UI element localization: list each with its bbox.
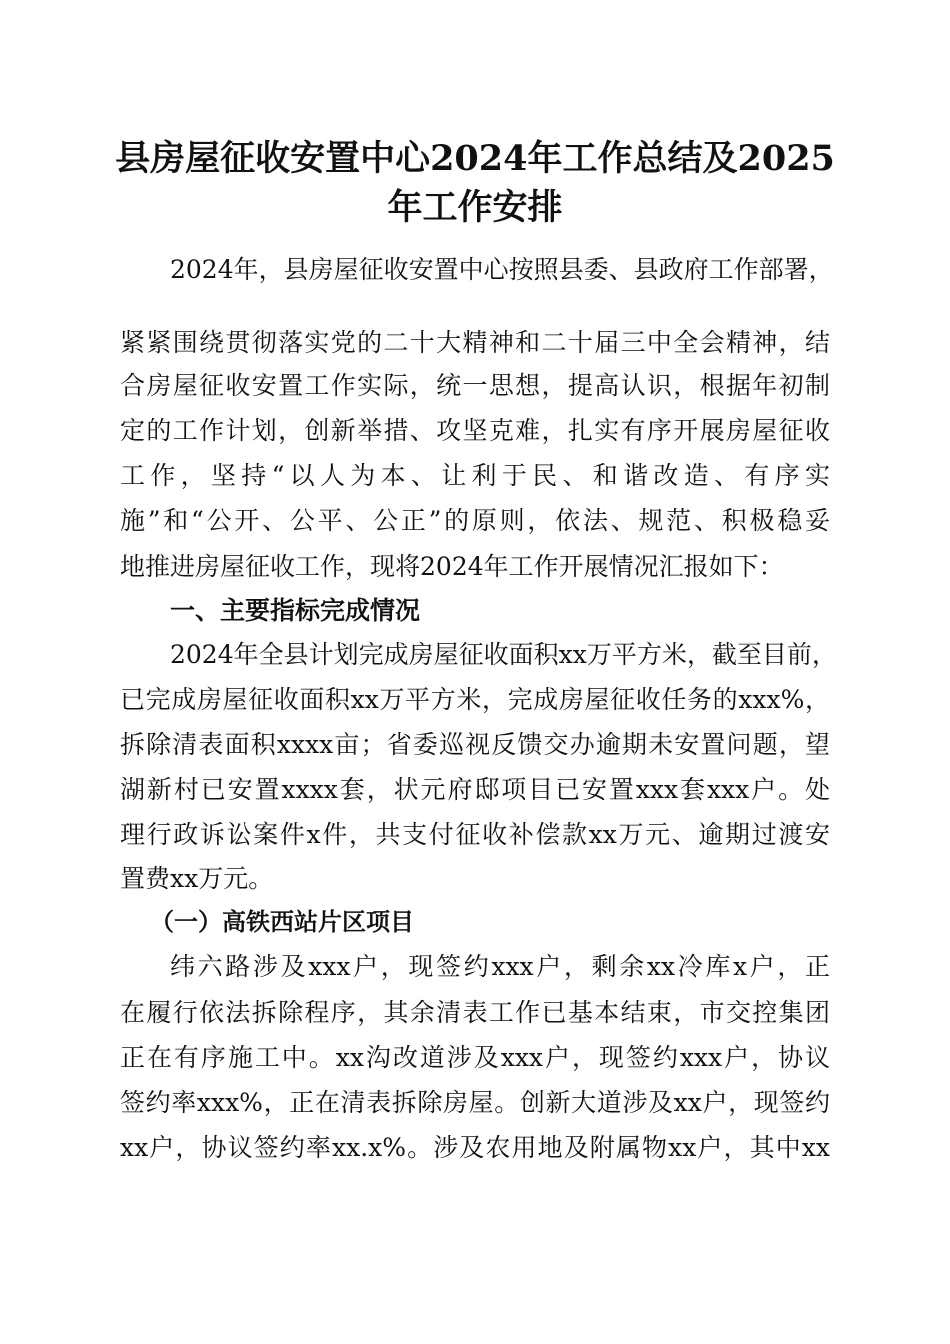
paragraph1-line-6: 施”和“公开、公平、公正”的原则，依法、规范、积极稳妥	[120, 506, 830, 535]
paragraph2-line-1: 2024年全县计划完成房屋征收面积xx万平方米，截至目前，	[170, 640, 837, 669]
subsection-heading-1: （一）高铁西站片区项目	[150, 907, 414, 936]
section-heading-1: 一、主要指标完成情况	[170, 596, 421, 625]
paragraph3-line-1: 纬六路涉及xxx户，现签约xxx户，剩余xx冷库x户，正	[170, 952, 830, 981]
paragraph1-line-1: 2024年，县房屋征收安置中心按照县委、县政府工作部署，	[170, 255, 834, 284]
paragraph1-line-2: 紧紧围绕贯彻落实党的二十大精神和二十届三中全会精神，结	[120, 328, 830, 357]
paragraph3-line-3: 正在有序施工中。xx沟改道涉及xxx户，现签约xxx户，协议	[120, 1043, 830, 1072]
document-title-line-1: 县房屋征收安置中心2024年工作总结及2025	[115, 138, 835, 179]
paragraph1-line-5: 工作，坚持“以人为本、让利于民、和谐改造、有序实	[120, 461, 830, 490]
paragraph2-line-6: 置费xx万元。	[120, 864, 274, 893]
paragraph3-line-2: 在履行依法拆除程序，其余清表工作已基本结束，市交控集团	[120, 998, 830, 1027]
paragraph2-line-4: 湖新村已安置xxxx套，状元府邸项目已安置xxx套xxx户。处	[120, 775, 830, 804]
paragraph2-line-5: 理行政诉讼案件x件，共支付征收补偿款xx万元、逾期过渡安	[120, 820, 830, 849]
paragraph3-line-4: 签约率xxx%，正在清表拆除房屋。创新大道涉及xx户，现签约	[120, 1088, 830, 1117]
paragraph1-line-4: 定的工作计划，创新举措、攻坚克难，扎实有序开展房屋征收	[120, 416, 830, 445]
paragraph2-line-3: 拆除清表面积xxxx亩；省委巡视反馈交办逾期未安置问题，望	[120, 730, 830, 759]
paragraph1-line-7: 地推进房屋征收工作，现将2024年工作开展情况汇报如下：	[120, 552, 784, 581]
paragraph1-line-3: 合房屋征收安置工作实际，统一思想，提高认识，根据年初制	[120, 371, 830, 400]
document-title-line-2: 年工作安排	[387, 187, 563, 228]
paragraph3-line-5: xx户，协议签约率xx.x%。涉及农用地及附属物xx户，其中xx	[120, 1133, 830, 1162]
paragraph2-line-2: 已完成房屋征收面积xx万平方米，完成房屋征收任务的xxx%，	[120, 685, 830, 714]
